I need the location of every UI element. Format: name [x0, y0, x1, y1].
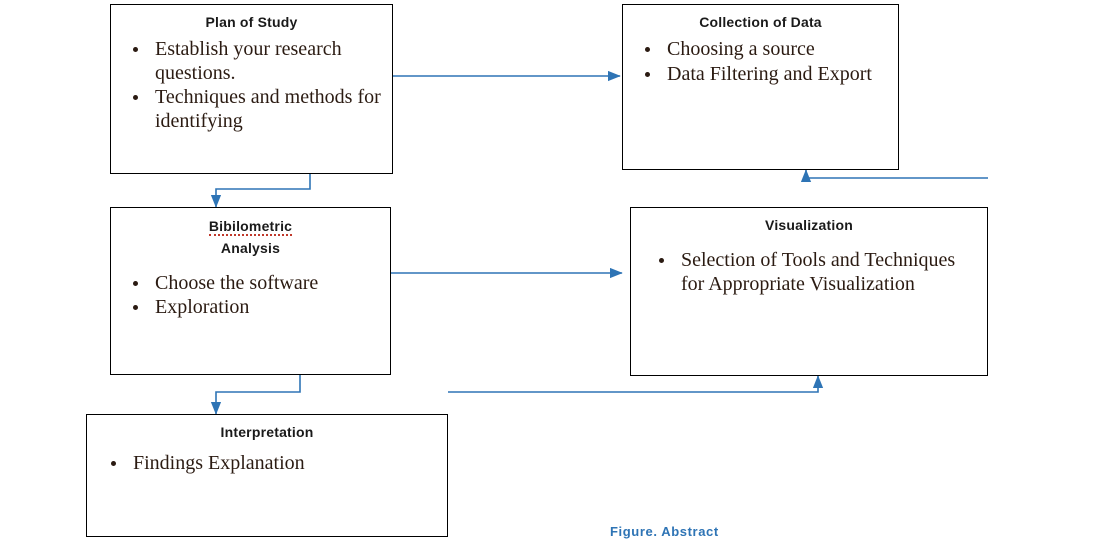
box-items	[623, 38, 898, 86]
list-item: Data Filtering and Export	[641, 63, 890, 87]
connector-plan-to-bibliometric	[216, 174, 310, 207]
box-items	[111, 272, 390, 320]
connector-visualization-to-collection	[806, 170, 988, 178]
box-title: Plan of Study	[205, 14, 298, 30]
figure-caption: Figure. Abstract	[610, 524, 719, 539]
box-title	[111, 215, 390, 260]
box-title-line-1: Bibilometric	[208, 218, 293, 234]
list-item: Exploration	[129, 296, 382, 320]
box-interpretation	[86, 414, 448, 537]
list-item: Findings Explanation	[107, 452, 439, 476]
box-items	[87, 452, 447, 476]
connector-interpretation-to-visualization	[448, 376, 818, 392]
box-collection-of-data	[622, 4, 899, 170]
box-bibliometric-analysis	[110, 207, 391, 375]
list-item: Selection of Tools and Techniques for Appropriate Visualization	[655, 249, 979, 296]
box-plan-of-study	[110, 4, 393, 174]
box-items	[631, 249, 987, 296]
box-visualization	[630, 207, 988, 376]
list-item: Choose the software	[129, 272, 382, 296]
box-items	[111, 38, 392, 133]
list-item: Techniques and methods for identifying	[129, 86, 384, 133]
list-item: Establish your research questions.	[129, 38, 384, 85]
connector-bibliometric-to-interpretation	[216, 375, 300, 414]
list-item: Choosing a source	[641, 38, 890, 62]
box-title-line-2: Analysis	[220, 240, 281, 257]
box-title: Interpretation	[220, 424, 314, 440]
box-title: Visualization	[765, 217, 853, 233]
box-title: Collection of Data	[699, 14, 822, 30]
